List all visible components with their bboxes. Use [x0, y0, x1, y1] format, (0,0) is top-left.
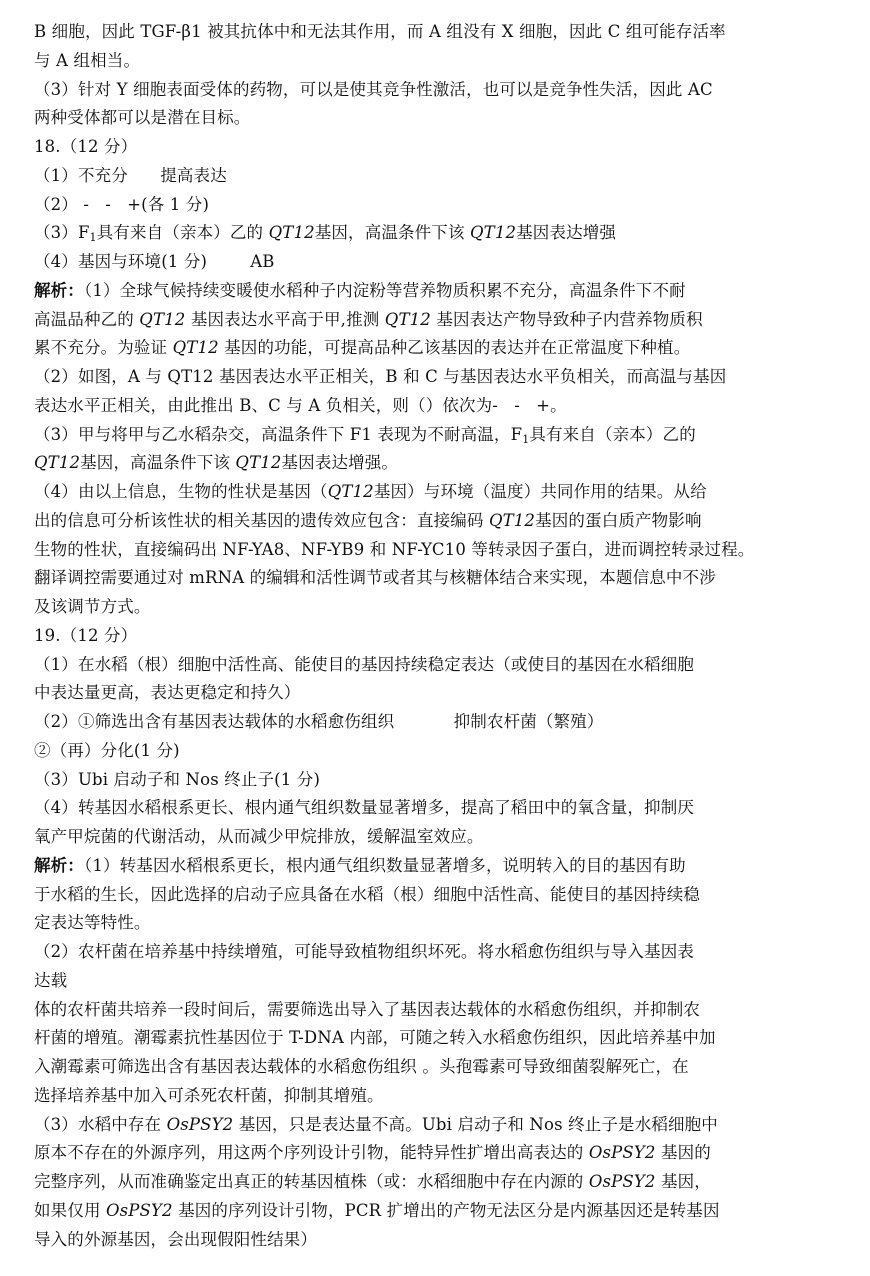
text-fragment: （1）全球气候持续变暖使水稻种子内淀粉等营养物质积累不充分，高温条件下不耐 — [83, 280, 686, 300]
analysis-18-1 — [34, 277, 842, 306]
text-line: （3）针对 Y 细胞表面受体的药物，可以是使其竞争性激活，也可以是竞争性失活，因此 AC — [34, 79, 713, 99]
text-fragment: 基因的蛋白质产物影响 — [535, 510, 702, 530]
text-line: 体的农杆菌共培养一段时间后，需要筛选出导入了基因表达载体的水稻愈伤组织，并抑制农 — [34, 999, 700, 1019]
text-line: 两种受体都可以是潜在目标。 — [34, 108, 251, 128]
text-fragment: （4）由以上信息，生物的性状是基因（ — [34, 482, 328, 501]
answer-19-1: （1）在水稻（根）细胞中活性高、能使目的基因持续稳定表达（或使目的基因在水稻细胞 — [34, 654, 694, 674]
text-fragment: 基因，高温条件下该 — [80, 453, 236, 473]
text-line: 中表达量更高，表达更稳定和持久） — [34, 683, 301, 703]
gene-name: QT12 — [235, 453, 282, 473]
text-fragment: 具有来自（亲本）乙的 — [529, 424, 696, 444]
text-line: 生物的性状，直接编码出 NF-YA8、NF-YB9 和 NF-YC10 等转录因子蛋白，进而调控转录过程。 — [34, 539, 755, 559]
gene-name: QT12 — [470, 223, 517, 243]
answer-19-4: （4）转基因水稻根系更长、根内通气组织数量显著增多，提高了稻田中的氧含量，抑制厌 — [34, 798, 694, 818]
text-line: 入潮霉素可筛选出含有基因表达载体的水稻愈伤组织 。头孢霉素可导致细菌裂解死亡，在 — [34, 1057, 689, 1076]
text-line: 翻译调控需要通过对 mRNA 的编辑和活性调节或者其与核糖体结合来实现，本题信息中不涉 — [34, 568, 716, 588]
text-fragment: （1）转基因水稻根系更长，根内通气组织数量显著增多，说明转入的目的基因有助 — [83, 855, 686, 875]
text-line: 及该调节方式。 — [34, 597, 151, 616]
text-line: 定表达等特性。 — [34, 913, 151, 933]
text-fragment: 累不充分。为验证 — [34, 338, 173, 358]
text-line — [34, 1139, 842, 1168]
text-line — [34, 76, 842, 105]
text-line: 于水稻的生长，因此选择的启动子应具备在水稻（根）细胞中活性高、能使目的基因持续稳 — [34, 884, 700, 904]
gene-name: QT12 — [268, 223, 315, 243]
answer-18-3 — [34, 219, 842, 248]
question-19-header: 19.（12 分） — [34, 625, 138, 645]
gene-name: QT12 — [327, 482, 374, 501]
text-fragment: 基因的 — [655, 1143, 711, 1163]
text-line: 表达水平正相关，由此推出 B、C 与 A 负相关，则（）依次为- - +。 — [34, 395, 567, 415]
text-fragment: （3）水稻中存在 — [34, 1114, 167, 1134]
text-line: 导入的外源基因，会出现假阳性结果） — [34, 1229, 318, 1249]
text-line — [34, 306, 842, 335]
text-line — [34, 1168, 842, 1197]
text-fragment: （3）甲与将甲与乙水稻杂交，高温条件下 F1 表现为不耐高温，F — [34, 424, 523, 444]
text-line — [34, 1197, 842, 1226]
text-line — [34, 334, 842, 363]
gene-name: OsPSY2 — [106, 1200, 173, 1220]
text-fragment: 高温品种乙的 — [34, 309, 140, 329]
text-fragment: 基因表达水平高于甲,推测 — [185, 309, 385, 329]
text-line: 杆菌的增殖。潮霉素抗性基因位于 T-DNA 内部，可随之转入水稻愈伤组织，因此培养基中加 — [34, 1028, 716, 1048]
text-fragment: 完整序列，从而准确鉴定出真正的转基因植株（或：水稻细胞中存在内源的 — [34, 1172, 589, 1191]
document-body — [34, 18, 842, 1254]
gene-name: QT12 — [384, 309, 431, 329]
gene-name: QT12 — [488, 510, 536, 530]
analysis-18-2: （2）如图，A 与 QT12 基因表达水平正相关，B 和 C 与基因表达水平负相关，而高温与基因 — [34, 367, 727, 386]
answer-18-4: （4）基因与环境(1 分) AB — [34, 252, 275, 271]
subscript: 1 — [522, 432, 530, 446]
analysis-19-2: （2）农杆菌在培养基中持续增殖，可能导致植物组织坏死。将水稻愈伤组织与导入基因表 — [34, 942, 694, 961]
analysis-19-1 — [34, 852, 842, 881]
text-fragment: 具有来自（亲本）乙的 — [96, 223, 269, 243]
answer-18-2: （2） - - +(各 1 分) — [34, 194, 210, 214]
text-fragment: 基因）与环境（温度）共同作用的结果。从给 — [373, 482, 707, 501]
question-18-header: 18.（12 分） — [34, 137, 138, 156]
text-fragment: 出的信息可分析该性状的相关基因的遗传效应包含：直接编码 — [34, 510, 489, 530]
analysis-label: 解析： — [34, 855, 84, 875]
subscript: 1 — [89, 231, 97, 245]
answer-18-1: （1）不充分 提高表达 — [34, 165, 227, 185]
analysis-label: 解析： — [34, 280, 84, 300]
analysis-19-3 — [34, 1111, 842, 1140]
analysis-18-3 — [34, 421, 842, 450]
text-fragment: 基因表达产物导致种子内营养物质积 — [430, 309, 703, 329]
text-fragment: 基因，高温条件下该 — [314, 223, 470, 243]
text-fragment: 基因，只是表达量不高。Ubi 启动子和 Nos 终止子是水稻细胞中 — [233, 1114, 718, 1134]
text-line: B 细胞，因此 TGF-β1 被其抗体中和无法其作用，而 A 组没有 X 细胞，因此 C 组可能存活率 — [34, 22, 726, 41]
gene-name: QT12 — [139, 309, 186, 329]
answer-19-2: （2）①筛选出含有基因表达载体的水稻愈伤组织 抑制农杆菌（繁殖） — [34, 712, 604, 731]
gene-name: OsPSY2 — [588, 1143, 656, 1163]
text-line: 达载 — [34, 970, 68, 990]
text-fragment: 基因的序列设计引物，PCR 扩增出的产物无法区分是内源基因还是转基因 — [172, 1200, 720, 1220]
text-fragment: 原本不存在的外源序列，用这两个序列设计引物，能特异性扩增出高表达的 — [34, 1143, 589, 1163]
text-line: 与 A 组相当。 — [34, 50, 141, 70]
text-fragment: 基因， — [655, 1172, 711, 1191]
text-line — [34, 449, 842, 478]
text-fragment: 基因表达增强。 — [281, 453, 399, 473]
gene-name: OsPSY2 — [588, 1172, 656, 1191]
text-fragment: 基因的功能，可提高品种乙该基因的表达并在正常温度下种植。 — [218, 338, 691, 358]
text-line — [34, 507, 842, 536]
gene-name: OsPSY2 — [166, 1114, 234, 1134]
text-fragment: 如果仅用 — [34, 1200, 106, 1220]
analysis-18-4 — [34, 478, 842, 507]
text-fragment: 基因表达增强 — [516, 223, 617, 243]
answer-19-3: （3）Ubi 启动子和 Nos 终止子(1 分) — [34, 769, 321, 789]
text-line: 选择培养基中加入可杀死农杆菌，抑制其增殖。 — [34, 1085, 384, 1105]
gene-name: QT12 — [172, 338, 219, 358]
text-line: 氧产甲烷菌的代谢活动，从而减少甲烷排放，缓解温室效应。 — [34, 827, 484, 846]
text-fragment: （3）F — [34, 223, 90, 243]
gene-name: QT12 — [34, 453, 81, 473]
text-line: ②（再）分化(1 分) — [34, 740, 180, 760]
